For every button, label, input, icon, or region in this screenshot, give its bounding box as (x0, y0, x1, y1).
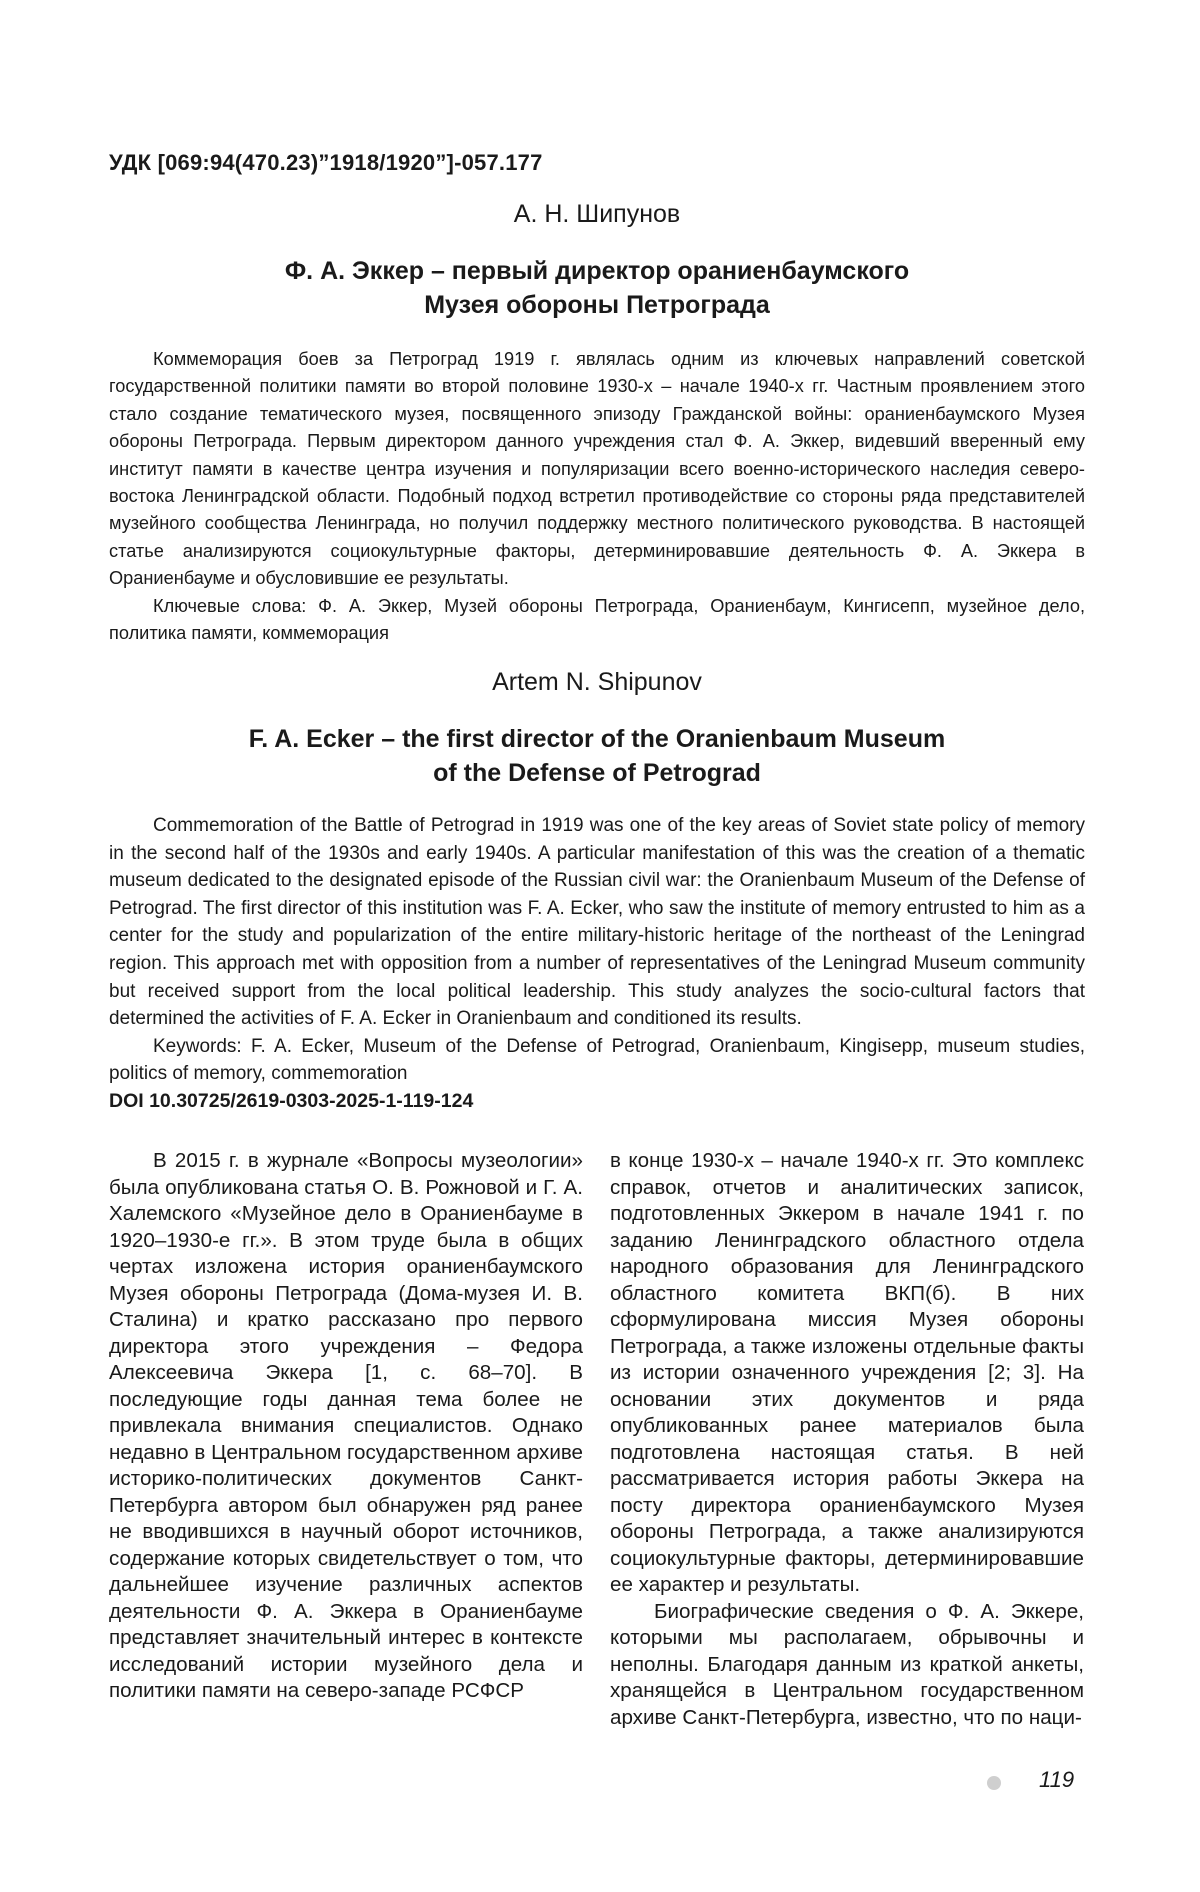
abstract-en (109, 812, 1085, 1088)
abstract-en-text: Commemoration of the Battle of Petrograd in 1919 was one of the key areas of Soviet state policy of memory in the second half of the 1930s and early 1940s. A particular manifestation of this was the creation of a thematic museum dedicated to the designated episode of the Russian civil war: the Oranienbaum Museum of the Defense of Petrograd. The first director of this institution was F. A. Ecker, who saw the institute of memory entrusted to him as a center for the study and popularization of the entire military-historic heritage of the northeast of the Leningrad region. This approach met with opposition from a number of representatives of the Leningrad Museum community but received support from the local political leadership. This study analyzes the socio-cultural factors that determined the activities of F. A. Ecker in Oranienbaum and conditioned its results. (109, 815, 1085, 1030)
title-en-line-2: of the Defense of Petrograd (433, 759, 761, 787)
abstract-ru (109, 346, 1085, 647)
udc-code: УДК [069:94(470.23)”1918/1920”]-057.177 (109, 150, 543, 175)
body-paragraph: В 2015 г. в журнале «Вопросы музеологии» была опубликована статья О. В. Рожновой и Г. А. Халемского «Музейное дело в Ораниенбауме в 1920–1930-е гг.». В этом труде была в общих чертах изложена история ораниенбаумского Музея обороны Петрограда (Дома-музея И. В. Сталина) и кратко рассказано про первого директора этого учреждения – Федора Алексеевича Эккера [1, с. 68–70]. В последующие годы данная тема более не привлекала внимания специалистов. Однако недавно в Центральном государственном архиве историко-политических документов Санкт-Петербурга автором был обнаружен ряд ранее не вводившихся в научный оборот источников, содержание которых свидетельствует о том, что дальнейшее изучение различных аспектов деятельности Ф. А. Эккера в Ораниенбауме представляет значительный интерес в контексте исследований истории музейного дела и политики памяти на северо-западе РСФСР (109, 1149, 583, 1702)
page-number: 119 (1039, 1767, 1075, 1792)
footer-dot-icon (987, 1776, 1001, 1790)
doi: DOI 10.30725/2619-0303-2025-1-119-124 (109, 1090, 474, 1112)
title-ru-line-2: Музея обороны Петрограда (424, 291, 770, 319)
author-en: Artem N. Shipunov (492, 668, 702, 696)
body-paragraph: в конце 1930-х – начале 1940-х гг. Это комплекс справок, отчетов и аналитических записок, подготовленных Эккером в начале 1941 г. по заданию Ленинградского областного отдела народного образования для Ленинградского областного комитета ВКП(б). В них сформулирована миссия Музея обороны Петрограда, а также изложены отдельные факты из истории означенного учреждения [2; 3]. На основании этих документов и ряда опубликованных ранее материалов была подготовлена настоящая статья. В ней рассматривается история работы Эккера на посту директора ораниенбаумского Музея обороны Петрограда, а также анализируются социокультурные факторы, детерминировавшие ее характер и результаты. (610, 1149, 1084, 1596)
journal-page (109, 0, 1085, 1892)
abstract-ru-text: Коммеморация боев за Петроград 1919 г. являлась одним из ключевых направлений советской государственной политики памяти во второй половине 1930-х – начале 1940-х гг. Частным проявлением этого стало создание тематического музея, посвященного эпизоду Гражданской войны: ораниенбаумского Музея обороны Петрограда. Первым директором данного учреждения стал Ф. А. Эккер, видевший вверенный ему институт памяти в качестве центра изучения и популяризации всего военно-исторического наследия северо-востока Ленинградской области. Подобный подход встретил противодействие со стороны ряда представителей музейного сообщества Ленинграда, но получил поддержку местного политического руководства. В настоящей статье анализируются социокультурные факторы, детерминировавшие деятельность Ф. А. Эккера в Ораниенбауме и обусловившие ее результаты. (109, 349, 1085, 589)
title-ru (109, 254, 1085, 322)
body-paragraph: Биографические сведения о Ф. А. Эккере, которыми мы располагаем, обрывочны и неполны. Благодаря данным из краткой анкеты, хранящейся в Центральном государственном архиве Санкт-Петербурга, известно, что по наци- (610, 1599, 1084, 1729)
title-en (109, 722, 1085, 790)
author-ru: А. Н. Шипунов (513, 200, 681, 228)
title-en-line-1: F. A. Ecker – the first director of the Oranienbaum Museum (248, 725, 946, 753)
body-column-left (109, 1148, 583, 1705)
title-ru-line-1: Ф. А. Эккер – первый директор ораниенбаумского (284, 257, 910, 285)
keywords-en: Keywords: F. A. Ecker, Museum of the Defense of Petrograd, Oranienbaum, Kingisepp, museum studies, politics of memory, commemoration (109, 1035, 1085, 1085)
body-column-right (610, 1148, 1084, 1731)
keywords-ru: Ключевые слова: Ф. А. Эккер, Музей обороны Петрограда, Ораниенбаум, Кингисепп, музейное дело, политика памяти, коммеморация (109, 595, 1085, 644)
